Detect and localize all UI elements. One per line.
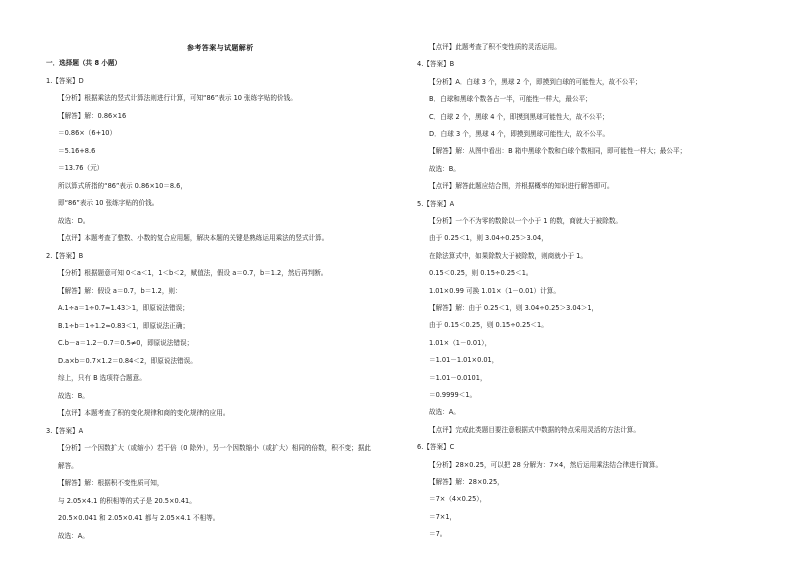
document-title: 参考答案与试题解析 [187,44,254,52]
text-line: 【点评】本题考查了积的变化规律和商的变化规律的应用。 [58,409,230,417]
text-line: 所以算式所指的“86”表示 0.86×10＝8.6， [58,181,187,190]
text-line: 在除法算式中，如果除数大于被除数，则商就小于 1。 [429,251,587,260]
text-line: 【分析】28×0.25，可以把 28 分解为：7×4，然后运用乘法结合律进行简算。 [429,460,663,469]
text-line: 【解答】解：0.86×16 [58,111,127,120]
question-answer-line: 6.【答案】C [417,443,455,452]
text-line: 【解答】解：从图中看出：B 箱中黑球个数和白球个数相同，即可能性一样大；最公平； [429,147,687,156]
text-line: 【分析】一个因数扩大（或缩小）若干倍（0 除外），另一个因数缩小（或扩大）相同的倍数，积不变；据此 [58,444,371,452]
text-line: 【分析】一个不为零的数除以一个小于 1 的数，商就大于被除数。 [429,217,623,225]
text-line: 由于 0.15＜0.25，则 0.15÷0.25＜1。 [429,321,548,330]
text-line: 【点评】解答此题应结合图，并根据概率的知识进行解答即可。 [429,182,614,191]
text-line: 故选：B。 [429,164,460,173]
question-answer-line: 1.【答案】D [46,76,84,85]
text-line: 由于 0.25＜1，则 3.04÷0.25＞3.04， [429,234,548,243]
text-line: 0.15＜0.25，则 0.15÷0.25＜1。 [429,269,533,278]
text-line: 故选：D。 [58,216,90,225]
text-line: ＝5.16+8.6 [58,146,96,155]
text-line: 【解答】解：由于 0.25＜1，则 3.04÷0.25＞3.04＞1， [429,304,599,312]
text-line: ＝7×（4×0.25）， [429,495,487,504]
question-answer-line: 3.【答案】A [46,426,84,435]
text-line: ＝0.9999＜1。 [429,391,477,399]
text-line: 与 2.05×4.1 的积相等的式子是 20.5×0.41。 [58,496,196,505]
section-heading: 一．选择题（共 8 小题） [46,59,122,67]
text-line: 【点评】本题考查了整数、小数的复合应用题，解决本题的关键是熟练运用乘法的竖式计算。 [58,234,329,242]
text-line: C．白球 2 个，黑球 4 个，即摸到黑球可能性大，故不公平； [429,112,609,121]
text-line: 故选：A。 [58,531,89,540]
question-answer-line: 4.【答案】B [417,60,455,69]
text-line: 【点评】此题考查了积不变性质的灵活运用。 [429,43,561,51]
text-line: 1.01×（1－0.01）， [429,338,492,347]
text-line: 【分析】根据题意可知 0＜a＜1，1＜b＜2，赋值法，假设 a＝0.7，b＝1.2，然后再判断。 [58,269,328,277]
text-line: 故选：A。 [429,408,460,417]
text-line: C.b－a＝1.2－0.7＝0.5≠0，即原说法错误； [58,339,194,347]
text-line: 综上，只有 B 选项符合题意。 [58,374,146,382]
text-line: A.1÷a＝1÷0.7≈1.43＞1，即原说法错误； [58,304,189,312]
text-line: 【分析】A．白球 3 个，黑球 2 个，即摸到白球的可能性大，故不公平； [429,77,642,86]
text-line: ＝1.01－0.0101， [429,373,487,382]
question-answer-line: 5.【答案】A [417,199,455,208]
text-line: 【解答】解：根据积不变性质可知， [58,479,164,487]
text-line: 1.01×0.99 可换 1.01×（1－0.01）计算。 [429,286,560,295]
text-line: 【点评】完成此类题目要注意根据式中数据的特点采用灵活的方法计算。 [429,425,640,434]
text-line: 故选：B。 [58,391,89,400]
text-line: 20.5×0.041 和 2.05×0.41 都与 2.05×4.1 不相等。 [58,514,220,522]
text-line: D．白球 3 个，黑球 4 个，即摸到黑球可能性大，故不公平。 [429,130,610,138]
text-line: ＝1.01－1.01×0.01， [429,356,499,365]
text-line: ＝13.76（元） [58,164,104,172]
text-line: 解答。 [58,461,78,470]
text-line: B.1÷b＝1÷1.2≈0.83＜1，即原说法正确； [58,321,190,330]
text-line: 【解答】解：28×0.25， [429,478,504,486]
text-line: 即“86”表示 10 张练字贴的价钱。 [58,199,159,207]
text-line: B．白球和黑球个数各占一半，可能性一样大，最公平； [429,95,592,104]
text-line: ＝0.86×（6+10） [58,129,117,137]
text-line: 【分析】根据乘法的竖式计算法则进行计算，可知“86”表示 10 张练字贴的价钱。 [58,94,297,102]
text-line: ＝7×1， [429,512,457,521]
question-answer-line: 2.【答案】B [46,251,84,260]
text-line: ＝7。 [429,530,447,539]
text-line: 【解答】解：假设 a＝0.7，b＝1.2，则： [58,286,182,295]
text-line: D.a×b＝0.7×1.2＝0.84＜2，即原说法错误。 [58,356,197,365]
